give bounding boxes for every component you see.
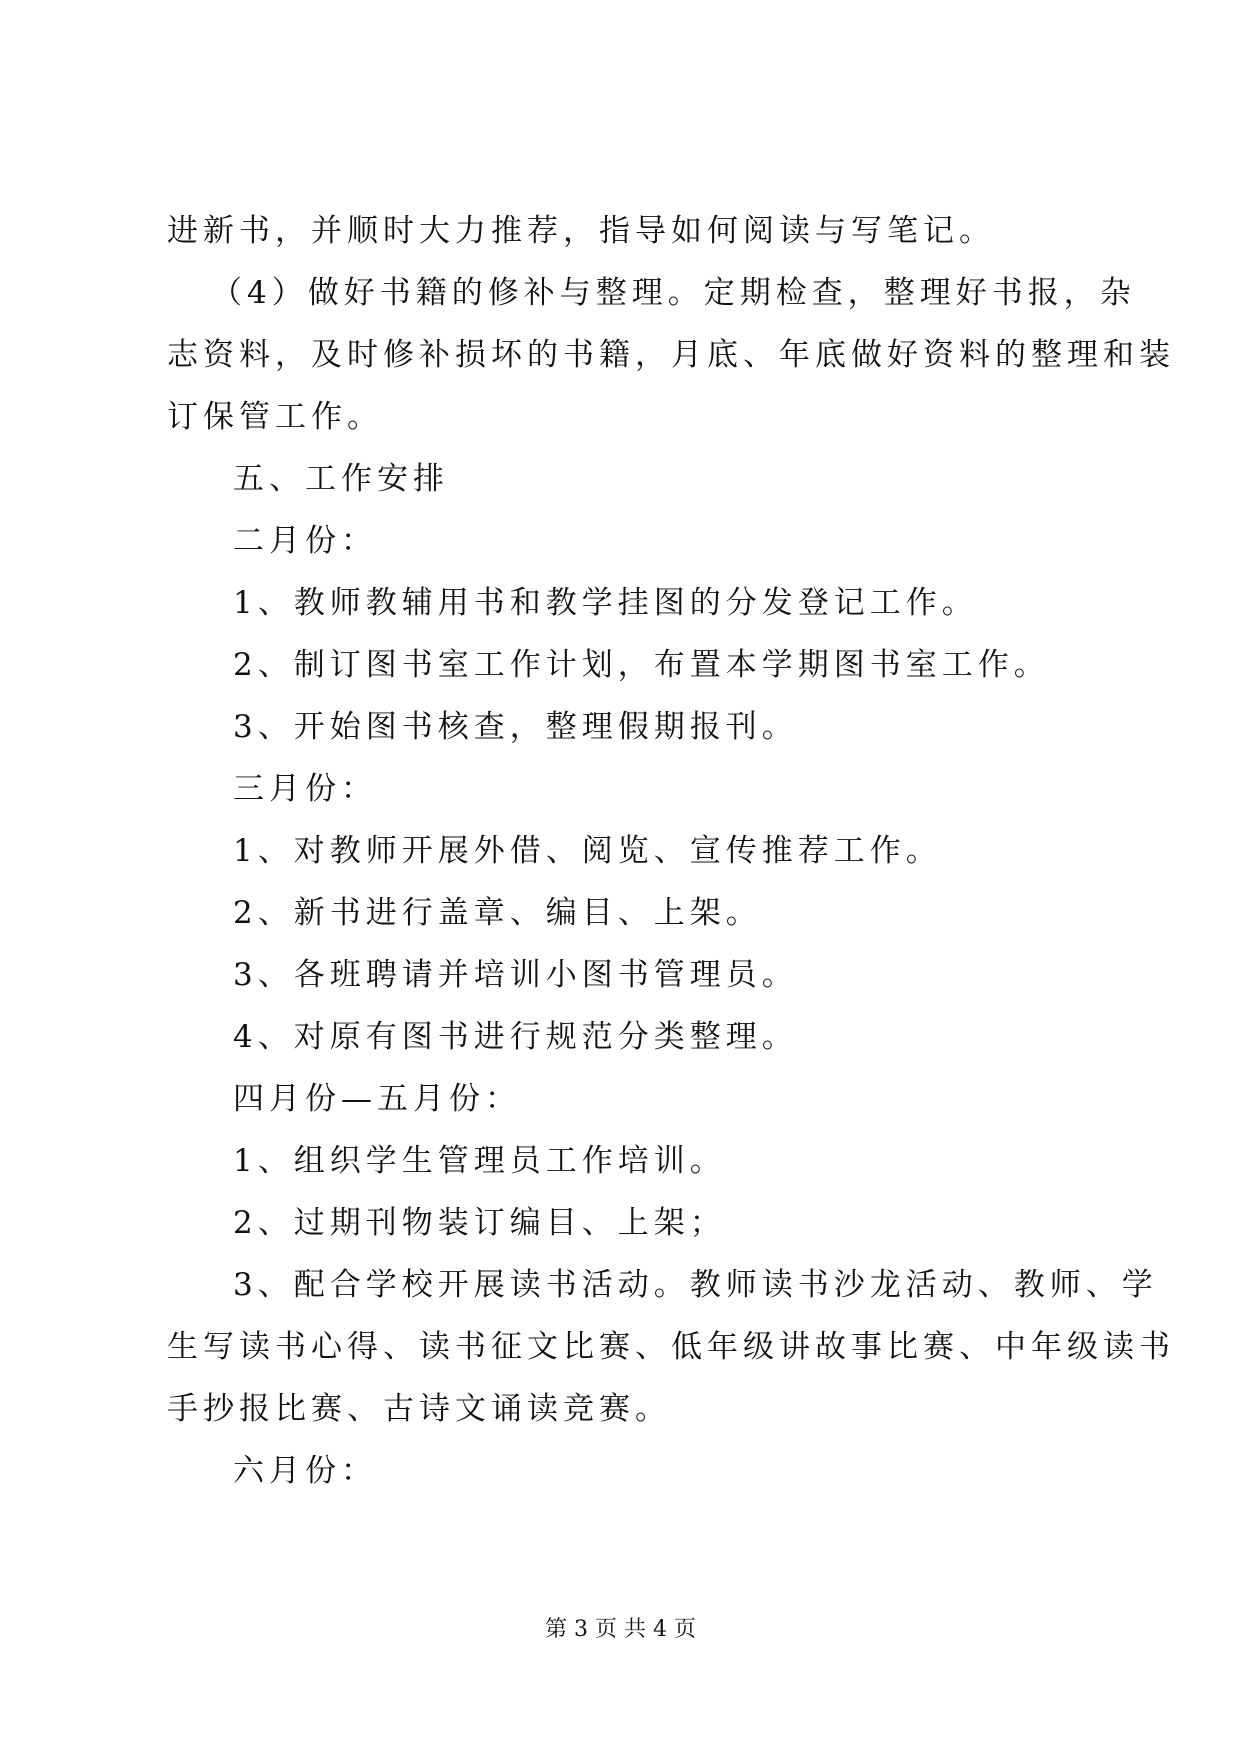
month-heading: 六月份： <box>233 1453 377 1489</box>
list-item: 3、配合学校开展读书活动。教师读书沙龙活动、教师、学 <box>233 1267 1158 1303</box>
paragraph-line: 进新书，并顺时大力推荐，指导如何阅读与写笔记。 <box>167 213 995 249</box>
page-footer: 第 3 页 共 4 页 <box>545 1617 696 1642</box>
list-item: 1、对教师开展外借、阅览、宣传推荐工作。 <box>233 833 942 869</box>
list-item: 3、开始图书核查，整理假期报刊。 <box>233 709 798 745</box>
paragraph-line: （4）做好书籍的修补与整理。定期检查，整理好书报，杂 <box>211 275 1136 311</box>
list-item: 1、教师教辅用书和教学挂图的分发登记工作。 <box>233 585 978 621</box>
list-item: 4、对原有图书进行规范分类整理。 <box>233 1019 798 1055</box>
section-heading: 五、工作安排 <box>233 461 449 497</box>
list-item: 2、过期刊物装订编目、上架； <box>233 1205 726 1241</box>
list-item: 3、各班聘请并培训小图书管理员。 <box>233 957 798 993</box>
list-item: 2、制订图书室工作计划，布置本学期图书室工作。 <box>233 647 1050 683</box>
list-item: 2、新书进行盖章、编目、上架。 <box>233 895 762 931</box>
month-heading: 三月份： <box>233 771 377 807</box>
document-body <box>167 200 1175 1502</box>
month-heading: 四月份—五月份： <box>233 1081 521 1117</box>
paragraph-line: 手抄报比赛、古诗文诵读竞赛。 <box>167 1391 671 1427</box>
list-item: 1、组织学生管理员工作培训。 <box>233 1143 726 1179</box>
paragraph-line: 订保管工作。 <box>167 399 383 435</box>
month-heading: 二月份： <box>233 523 377 559</box>
paragraph-line: 志资料，及时修补损坏的书籍，月底、年底做好资料的整理和装 <box>167 337 1175 373</box>
paragraph-line: 生写读书心得、读书征文比赛、低年级讲故事比赛、中年级读书 <box>167 1329 1175 1365</box>
